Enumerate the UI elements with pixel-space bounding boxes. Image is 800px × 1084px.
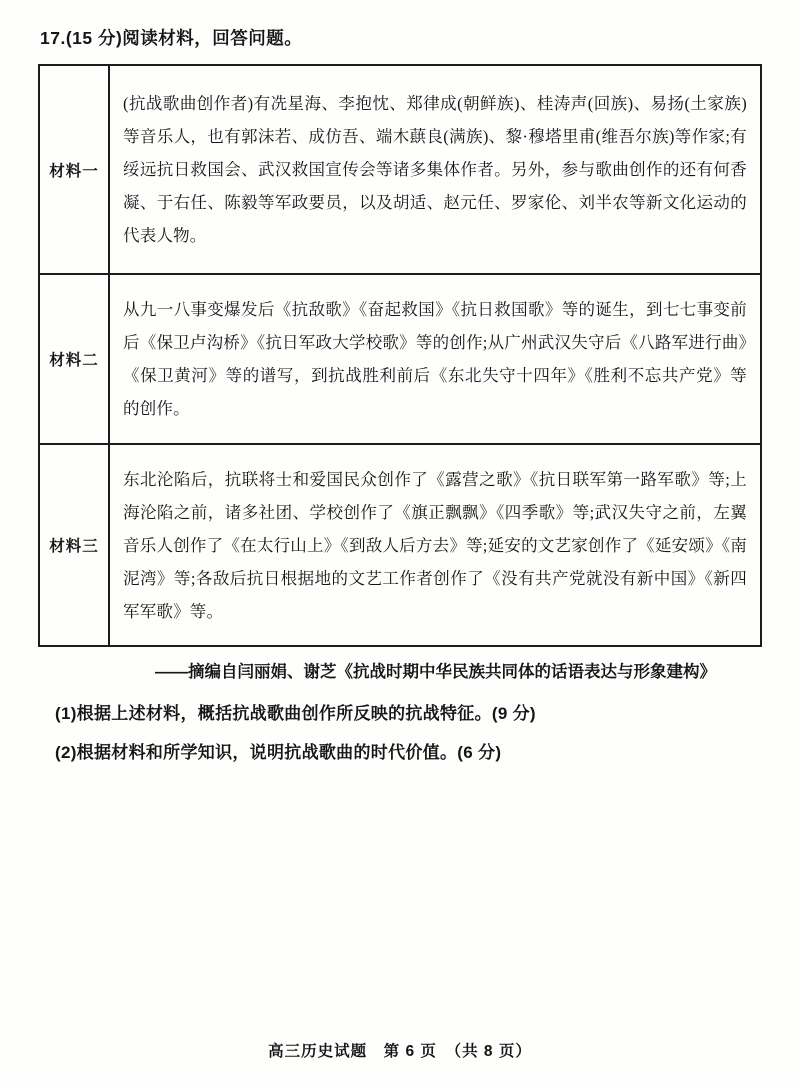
- sub-question-1: (1)根据上述材料，概括抗战歌曲创作所反映的抗战特征。(9 分): [55, 704, 536, 723]
- material-1-content: (抗战歌曲创作者)有冼星海、李抱忱、郑律成(朝鲜族)、桂涛声(回族)、易扬(土家族)等音乐人，也有郭沫若、成仿吾、端木蕻良(满族)、黎·穆塔里甫(维吾尔族)等作家;有绥远抗日救国会、武汉救国宣传会等诸多集体作者。另外，参与歌曲创作的还有何香凝、于右任、陈毅等军政要员，以及胡适、赵元任、罗家伦、刘半农等新文化运动的代表人物。: [109, 65, 761, 274]
- question-number-heading: 17.(15 分)阅读材料，回答问题。: [40, 28, 303, 48]
- materials-table: [38, 64, 762, 647]
- source-citation: ——摘编自闫丽娟、谢芝《抗战时期中华民族共同体的话语表达与形象建构》: [155, 663, 716, 681]
- page-footer: 高三历史试题 第 6 页 （共 8 页）: [268, 1043, 532, 1060]
- table-row: [39, 444, 761, 646]
- table-row: [39, 274, 761, 444]
- material-2-label: 材料二: [39, 274, 109, 444]
- table-row: [39, 65, 761, 274]
- material-2-content: 从九一八事变爆发后《抗敌歌》《奋起救国》《抗日救国歌》等的诞生，到七七事变前后《保卫卢沟桥》《抗日军政大学校歌》等的创作;从广州武汉失守后《八路军进行曲》《保卫黄河》等的谱写，到抗战胜利前后《东北失守十四年》《胜利不忘共产党》等的创作。: [109, 274, 761, 444]
- material-3-content: 东北沦陷后，抗联将士和爱国民众创作了《露营之歌》《抗日联军第一路军歌》等;上海沦陷之前，诸多社团、学校创作了《旗正飘飘》《四季歌》等;武汉失守之前，左翼音乐人创作了《在太行山上》《到敌人后方去》等;延安的文艺家创作了《延安颂》《南泥湾》等;各敌后抗日根据地的文艺工作者创作了《没有共产党就没有新中国》《新四军军歌》等。: [109, 444, 761, 646]
- material-3-label: 材料三: [39, 444, 109, 646]
- sub-question-2: (2)根据材料和所学知识，说明抗战歌曲的时代价值。(6 分): [55, 743, 502, 762]
- material-1-label: 材料一: [39, 65, 109, 274]
